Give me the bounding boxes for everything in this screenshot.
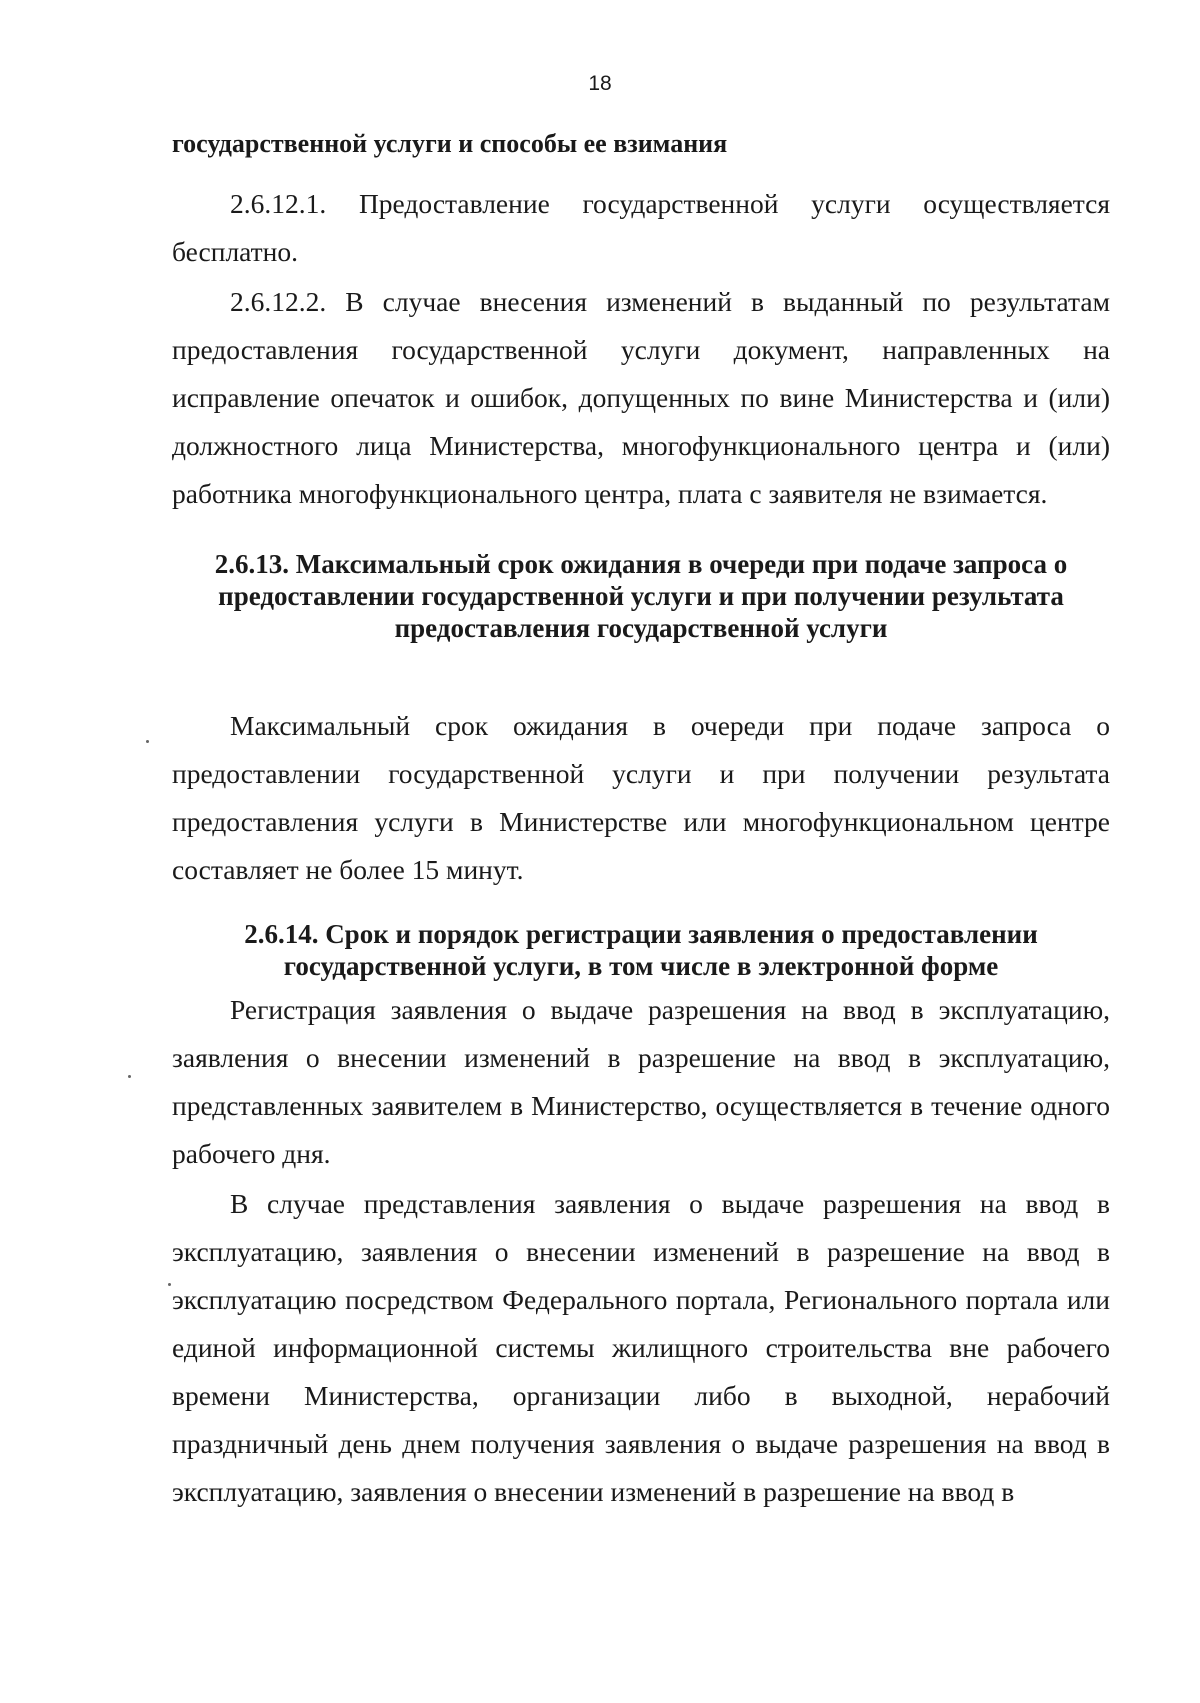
paragraph-2-6-12-1: 2.6.12.1. Предоставление государственной услуги осуществляется бесплатно. [172, 188, 1110, 267]
scan-mark [146, 740, 149, 743]
paragraph-2-6-14-registration: Регистрация заявления о выдаче разрешения на ввод в эксплуатацию, заявления о внесении изменений в разрешение на ввод в эксплуатацию, представленных заявителем в Министерство, осуществляется в течение одного рабочего дня. [172, 994, 1110, 1169]
scan-mark [168, 1283, 171, 1286]
page-content [172, 128, 1110, 1518]
continued-heading: государственной услуги и способы ее взимания [172, 129, 728, 158]
scan-mark [128, 1075, 131, 1078]
paragraph-2-6-13: Максимальный срок ожидания в очереди при подаче запроса о предоставлении государственной услуги и при получении результата предоставления услуги в Министерстве или многофункциональном центре составляет не более 15 минут. [172, 710, 1110, 885]
section-heading-2-6-13: 2.6.13. Максимальный срок ожидания в очереди при подаче запроса о предоставлении государственной услуги и при получении результата предоставления государственной услуги [214, 549, 1068, 643]
paragraph-2-6-14-portal: В случае представления заявления о выдаче разрешения на ввод в эксплуатацию, заявления о внесении изменений в разрешение на ввод в эксплуатацию посредством Федерального портала, Регионального портала или единой информационной системы жилищного строительства вне рабочего времени Министерства, организации либо в выходной, нерабочий праздничный день днем получения заявления о выдаче разрешения на ввод в эксплуатацию, заявления о внесении изменений в разрешение на ввод в [172, 1188, 1110, 1507]
section-heading-2-6-14: 2.6.14. Срок и порядок регистрации заявления о предоставлении государственной услуги, в том числе в электронной форме [244, 919, 1038, 981]
page-number: 18 [588, 72, 612, 95]
paragraph-2-6-12-2: 2.6.12.2. В случае внесения изменений в выданный по результатам предоставления государственной услуги документ, направленных на исправление опечаток и ошибок, допущенных по вине Министерства и (или) должностного лица Министерства, многофункционального центра и (или) работника многофункционального центра, плата с заявителя не взимается. [172, 286, 1110, 509]
